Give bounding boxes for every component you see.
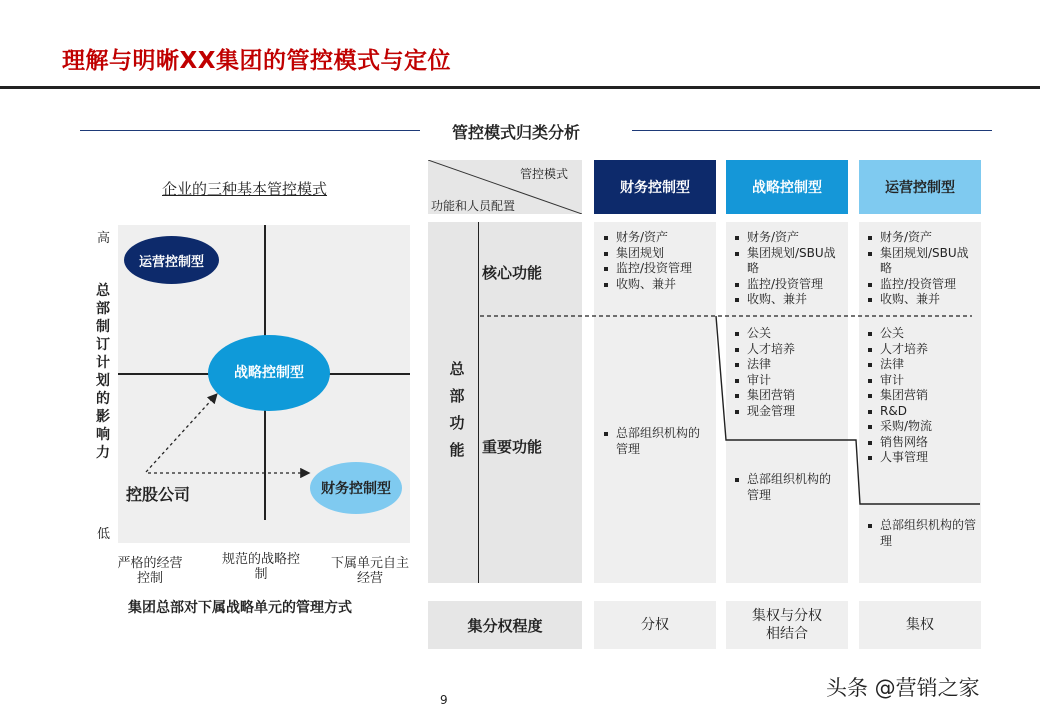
strategic-core-list <box>731 230 845 308</box>
list-item: 人才培养 <box>731 342 845 358</box>
y-axis-high-label: 高 <box>97 231 111 246</box>
row-label-important: 重要功能 <box>482 438 543 456</box>
degree-row-label: 集分权程度 <box>428 601 582 649</box>
list-item: 收购、兼并 <box>600 277 714 293</box>
financial-core-list <box>600 230 714 292</box>
x-label-strict: 严格的经营控制 <box>117 556 183 586</box>
oval-financial-control: 财务控制型 <box>310 462 402 514</box>
corner-bottom-label: 功能和人员配置 <box>431 199 516 213</box>
list-item: 财务/资产 <box>731 230 845 246</box>
list-item: 法律 <box>864 357 980 373</box>
list-item: 公关 <box>864 326 980 342</box>
arrow-to-strategic <box>146 395 216 472</box>
corner-top-label: 管控模式 <box>520 167 569 181</box>
watermark: 头条 @营销之家 <box>826 676 980 700</box>
subtitle-rule-left <box>80 130 420 131</box>
list-item: 集团规划/SBU战略 <box>731 246 845 277</box>
x-label-autonomous: 下属单元自主经营 <box>330 556 409 586</box>
degree-operational: 集权 <box>859 601 981 649</box>
list-item: 收购、兼并 <box>731 292 845 308</box>
row-label-core: 核心功能 <box>482 264 543 282</box>
list-item: 法律 <box>731 357 845 373</box>
page-title: 理解与明晰XX集团的管控模式与定位 <box>62 48 451 74</box>
quadrant-title: 企业的三种基本管控模式 <box>162 180 328 198</box>
y-axis-low-label: 低 <box>97 527 111 542</box>
list-item: 监控/投资管理 <box>600 261 714 277</box>
page-number: 9 <box>440 693 448 707</box>
column-header-financial: 财务控制型 <box>594 160 716 214</box>
list-item: 监控/投资管理 <box>864 277 980 293</box>
column-header-operational: 运营控制型 <box>859 160 981 214</box>
list-item: 审计 <box>731 373 845 389</box>
financial-important-list <box>600 426 700 457</box>
degree-strategic: 集权与分权相结合 <box>726 601 848 649</box>
list-item: 监控/投资管理 <box>731 277 845 293</box>
list-item: 总部组织机构的管理 <box>864 518 978 549</box>
group-label-hq-functions: 总部功能 <box>449 360 465 459</box>
list-item: 审计 <box>864 373 980 389</box>
column-header-strategic: 战略控制型 <box>726 160 848 214</box>
list-item: 现金管理 <box>731 404 845 420</box>
section-subtitle: 管控模式归类分析 <box>452 123 581 142</box>
operational-extra-list <box>864 518 978 549</box>
function-label-divider <box>478 222 479 583</box>
title-divider <box>0 86 1040 89</box>
list-item: 公关 <box>731 326 845 342</box>
list-item: 人事管理 <box>864 450 980 466</box>
y-axis-title: 总部制订计划的影响力 <box>96 283 110 461</box>
list-item: 集团规划/SBU战略 <box>864 246 980 277</box>
list-item: 集团规划 <box>600 246 714 262</box>
list-item: 采购/物流 <box>864 419 980 435</box>
list-item: 财务/资产 <box>600 230 714 246</box>
list-item: 集团营销 <box>864 388 980 404</box>
list-item: 集团营销 <box>731 388 845 404</box>
operational-important-list <box>864 326 980 466</box>
list-item: 财务/资产 <box>864 230 980 246</box>
list-item: 总部组织机构的管理 <box>600 426 700 457</box>
oval-strategic-control: 战略控制型 <box>208 335 330 411</box>
subtitle-rule-right <box>632 130 992 131</box>
x-axis-title: 集团总部对下属战略单元的管理方式 <box>128 600 352 616</box>
list-item: R&D <box>864 404 980 420</box>
list-item: 总部组织机构的管理 <box>731 472 841 503</box>
holding-company-label: 控股公司 <box>126 485 191 504</box>
list-item: 收购、兼并 <box>864 292 980 308</box>
oval-operational-control: 运营控制型 <box>124 236 219 284</box>
list-item: 销售网络 <box>864 435 980 451</box>
list-item: 人才培养 <box>864 342 980 358</box>
x-label-standard: 规范的战略控制 <box>222 552 301 582</box>
strategic-important-list <box>731 326 845 419</box>
degree-financial: 分权 <box>594 601 716 649</box>
operational-core-list <box>864 230 980 308</box>
strategic-extra-list <box>731 472 841 503</box>
